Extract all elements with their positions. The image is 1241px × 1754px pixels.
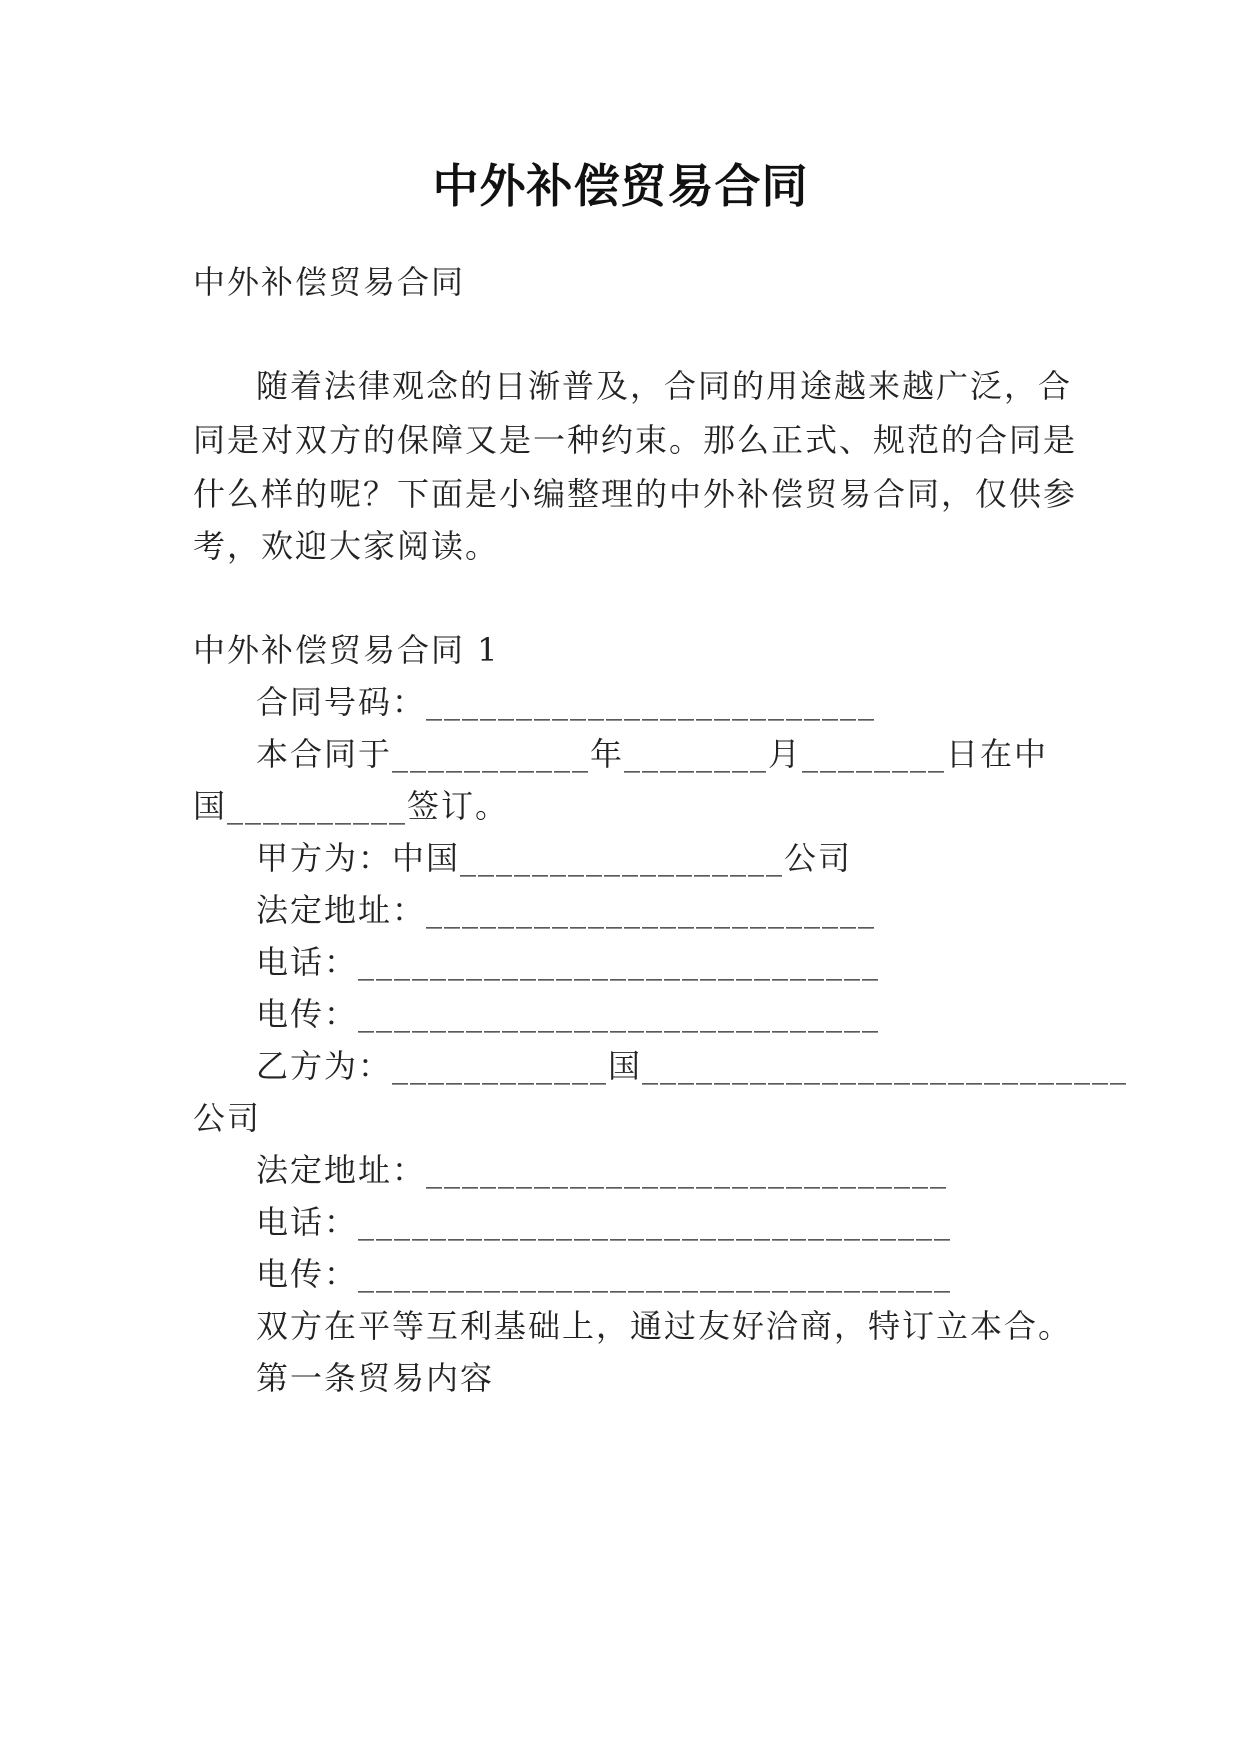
intro-line-4: 考，欢迎大家阅读。 (193, 527, 500, 565)
intro-line-3: 什么样的呢？下面是小编整理的中外补偿贸易合同，仅供参 (193, 475, 1078, 513)
agreement-statement: 双方在平等互利基础上，通过友好洽商，特订立本合。 (256, 1307, 1073, 1345)
document-subtitle: 中外补偿贸易合同 (193, 263, 466, 301)
signing-date-line-1: 本合同于___________年________月________日在中 (256, 735, 1049, 773)
contract-number-field: 合同号码：_________________________ (256, 683, 877, 721)
party-b-address-field: 法定地址：_____________________________ (256, 1151, 949, 1189)
party-a-fax-field: 电传：_____________________________ (256, 995, 881, 1033)
party-a-field: 甲方为：中国__________________公司 (256, 839, 853, 877)
section-title: 中外补偿贸易合同 1 (193, 631, 500, 669)
party-a-phone-field: 电话：_____________________________ (256, 943, 881, 981)
intro-line-1: 随着法律观念的日渐普及，合同的用途越来越广泛，合 (256, 367, 1073, 405)
party-b-field-line-2: 公司 (193, 1099, 262, 1137)
signing-date-line-2: 国__________签订。 (193, 787, 510, 825)
article-1-heading: 第一条贸易内容 (256, 1359, 495, 1397)
intro-line-2: 同是对双方的保障又是一种约束。那么正式、规范的合同是 (193, 421, 1078, 459)
party-b-fax-field: 电传：_________________________________ (256, 1255, 953, 1293)
party-b-field-line-1: 乙方为：____________国___________________________ (256, 1047, 1129, 1085)
party-a-address-field: 法定地址：_________________________ (256, 891, 877, 929)
party-b-phone-field: 电话：_________________________________ (256, 1203, 953, 1241)
document-title: 中外补偿贸易合同 (432, 159, 809, 213)
